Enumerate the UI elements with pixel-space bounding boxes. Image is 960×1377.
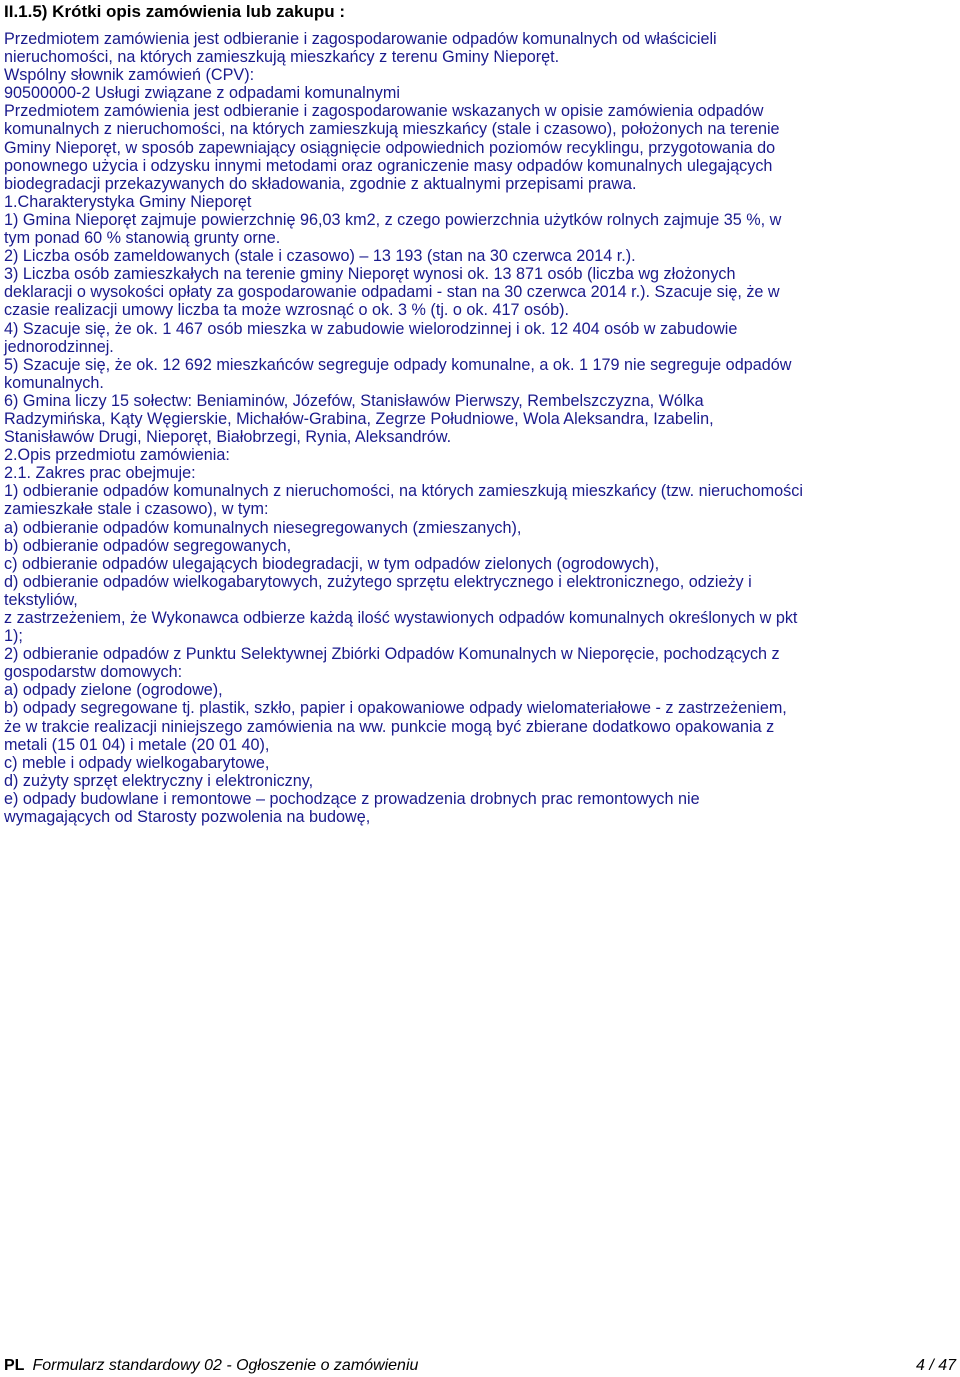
body-line: 1); (4, 627, 23, 646)
body-line: 2) odbieranie odpadów z Punktu Selektywnej Zbiórki Odpadów Komunalnych w Nieporęcie, pochodzących z (4, 645, 780, 664)
body-line: wymagających od Starosty pozwolenia na budowę, (4, 808, 371, 827)
body-line: gospodarstw domowych: (4, 663, 183, 682)
body-line: 3) Liczba osób zamieszkałych na terenie gminy Nieporęt wynosi ok. 13 871 osób (liczba wg złożonych (4, 265, 736, 284)
body-line: 1) Gmina Nieporęt zajmuje powierzchnię 96,03 km2, z czego powierzchnia użytków rolnych zajmuje 35 %, w (4, 210, 782, 229)
body-line: 90500000-2 Usługi związane z odpadami komunalnymi (4, 84, 400, 103)
footer-language: PL (4, 1357, 25, 1374)
body-line: c) odbieranie odpadów ulegających biodegradacji, w tym odpadów zielonych (ogrodowych), (4, 554, 660, 573)
body-line: czasie realizacji umowy liczba ta może wzrosnąć o ok. 3 % (tj. o ok. 417 osób). (4, 301, 569, 320)
body-line: Wspólny słownik zamówień (CPV): (4, 66, 255, 85)
body-line: nieruchomości, na których zamieszkują mieszkańcy z terenu Gminy Nieporęt. (4, 48, 560, 67)
body-line: e) odpady budowlane i remontowe – pochodzące z prowadzenia drobnych prac remontowych nie (4, 789, 700, 808)
body-line: 2.Opis przedmiotu zamówienia: (4, 446, 230, 465)
body-line: z zastrzeżeniem, że Wykonawca odbierze każdą ilość wystawionych odpadów komunalnych określonych w pkt (4, 609, 798, 627)
body-line: że w trakcie realizacji niniejszego zamówienia na ww. punkcie mogą być zbierane dodatkowo opakowania z (4, 717, 775, 736)
body-line: 1.Charakterystyka Gminy Nieporęt (4, 192, 252, 211)
body-line: deklaracji o wysokości opłaty za gospodarowanie odpadami - stan na 30 czerwca 2014 r.). Szacuje się, że w (4, 283, 780, 302)
body-line: tekstyliów, (4, 590, 78, 609)
body-line: Radzymińska, Kąty Węgierskie, Michałów-Grabina, Zegrze Południowe, Wola Aleksandra, Izabelin, (4, 409, 714, 428)
page-footer (4, 1356, 956, 1376)
body-line: a) odbieranie odpadów komunalnych niesegregowanych (zmieszanych), (4, 518, 522, 537)
body-line: 5) Szacuje się, że ok. 12 692 mieszkańców segreguje odpady komunalne, a ok. 1 179 nie segreguje odpadów (4, 355, 792, 374)
body-line: Stanisławów Drugi, Nieporęt, Białobrzegi, Rynia, Aleksandrów. (4, 428, 452, 447)
body-line: b) odpady segregowane tj. plastik, szkło, papier i opakowaniowe odpady wielomateriałowe - z zastrzeżeniem, (4, 699, 787, 718)
body-line: ponownego użycia i odzysku innymi metodami oraz ograniczenie masy odpadów komunalnych ulegających (4, 156, 773, 175)
body-line: komunalnych z nieruchomości, na których zamieszkują mieszkańcy (stale i czasowo), położonych na terenie (4, 120, 780, 139)
body-line: komunalnych. (4, 373, 104, 392)
body-line: 2) Liczba osób zameldowanych (stale i czasowo) – 13 193 (stan na 30 czerwca 2014 r.). (4, 247, 636, 266)
body-line: 2.1. Zakres prac obejmuje: (4, 464, 196, 483)
body-line: c) meble i odpady wielkogabarytowe, (4, 753, 270, 772)
body-line: b) odbieranie odpadów segregowanych, (4, 536, 292, 555)
body-line: Przedmiotem zamówienia jest odbieranie i zagospodarowanie odpadów komunalnych od właścicieli (4, 30, 717, 48)
body-line: Przedmiotem zamówienia jest odbieranie i zagospodarowanie wskazanych w opisie zamówienia odpadów (4, 102, 764, 121)
section-body (4, 30, 954, 826)
body-line: zamieszkałe stale i czasowo), w tym: (4, 500, 269, 519)
body-line: jednorodzinnej. (4, 337, 114, 356)
footer-page-number: 4 / 47 (915, 1357, 956, 1374)
body-line: d) zużyty sprzęt elektryczny i elektroniczny, (4, 771, 314, 790)
footer-form-title: Formularz standardowy 02 - Ogłoszenie o zamówieniu (32, 1357, 419, 1374)
body-line: Gminy Nieporęt, w sposób zapewniający osiągnięcie odpowiednich poziomów recyklingu, przygotowania do (4, 138, 776, 157)
body-line: a) odpady zielone (ogrodowe), (4, 681, 223, 700)
body-line: 1) odbieranie odpadów komunalnych z nieruchomości, na których zamieszkują mieszkańcy (tzw. nieruchomości (4, 482, 803, 501)
body-line: tym ponad 60 % stanowią grunty orne. (4, 229, 281, 248)
body-line: metali (15 01 04) i metale (20 01 40), (4, 735, 270, 754)
section-heading: II.1.5) Krótki opis zamówienia lub zakupu : (4, 2, 345, 21)
body-line: d) odbieranie odpadów wielkogabarytowych, zużytego sprzętu elektrycznego i elektronicznego, odzieży i (4, 572, 752, 591)
body-line: 4) Szacuje się, że ok. 1 467 osób mieszka w zabudowie wielorodzinnej i ok. 12 404 osób w zabudowie (4, 319, 738, 338)
body-line: 6) Gmina liczy 15 sołectw: Beniaminów, Józefów, Stanisławów Pierwszy, Rembelszczyzna, Wólka (4, 391, 704, 410)
body-line: biodegradacji przekazywanych do składowania, zgodnie z aktualnymi przepisami prawa. (4, 174, 637, 193)
